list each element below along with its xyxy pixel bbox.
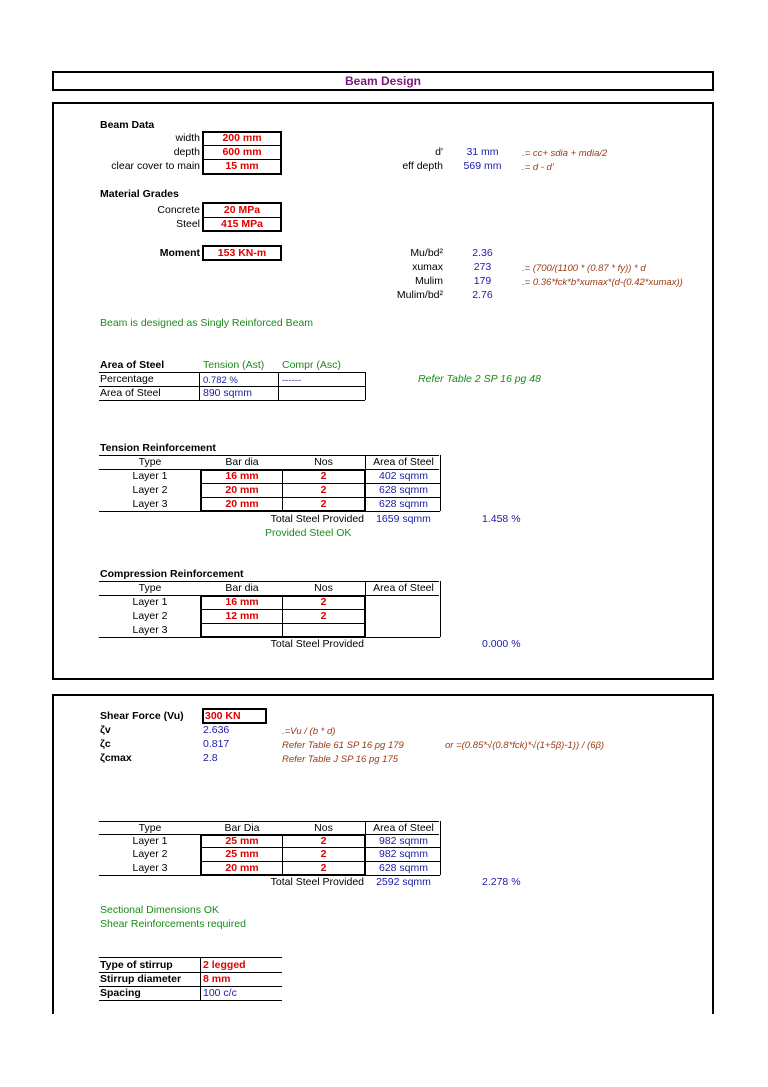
tension-l1-nos[interactable]: 2 [320, 470, 327, 482]
stirrup-type-label: Type of stirrup [100, 959, 173, 971]
shear-l3-dia[interactable]: 20 mm [225, 862, 259, 874]
tension-l3-nos[interactable]: 2 [320, 498, 327, 510]
d-prime-value: 31 mm [466, 146, 499, 158]
area-tension: 890 sqmm [203, 387, 253, 399]
shear-l3-nos[interactable]: 2 [320, 862, 327, 874]
tcmax-label: ζcmax [100, 752, 132, 764]
steel-input[interactable]: 415 MPa [220, 218, 264, 230]
moment-label: Moment [159, 247, 200, 259]
tension-header: Tension (Ast) [203, 359, 265, 371]
percentage-compr: ------ [282, 375, 301, 386]
table-row: Layer 2 [132, 848, 168, 860]
tension-l2-area: 628 sqmm [378, 484, 429, 496]
tension-total-label: Total Steel Provided [270, 513, 364, 525]
table-row: Layer 3 [132, 498, 168, 510]
compr-total-percent: 0.000 % [482, 638, 521, 650]
shear-l1-area: 982 sqmm [378, 835, 429, 847]
cover-input[interactable]: 15 mm [225, 160, 259, 172]
tension-col-type: Type [138, 456, 162, 468]
width-label: width [175, 132, 200, 144]
tension-col-area: Area of Steel [373, 456, 434, 468]
mu-bd2-value: 2.36 [472, 247, 493, 259]
shear-l2-area: 982 sqmm [378, 848, 429, 860]
shear-col-nos: Nos [314, 822, 333, 834]
tension-col-nos: Nos [314, 456, 333, 468]
mulim-label: Mulim [415, 275, 443, 287]
spacing-value: 100 c/c [203, 987, 237, 999]
xumax-value: 273 [473, 261, 492, 273]
xumax-label: xumax [412, 261, 443, 273]
d-prime-label: d' [435, 146, 443, 158]
tv-value: 2.636 [203, 724, 230, 736]
width-input[interactable]: 200 mm [222, 132, 262, 144]
vu-label: Shear Force (Vu) [100, 710, 184, 722]
tcmax-value: 2.8 [203, 752, 218, 764]
tension-total-percent: 1.458 % [482, 513, 521, 525]
table-row: Layer 3 [132, 624, 168, 636]
tc-reference: Refer Table 61 SP 16 pg 179 [282, 740, 404, 751]
tension-l3-area: 628 sqmm [378, 498, 429, 510]
concrete-input[interactable]: 20 MPa [223, 204, 261, 216]
compr-l1-nos[interactable]: 2 [320, 596, 327, 608]
material-heading: Material Grades [100, 188, 179, 200]
steel-label: Steel [176, 218, 200, 230]
mulim-value: 179 [473, 275, 492, 287]
mulim-bd2-label: Mulim/bd² [396, 289, 443, 301]
percentage-tension: 0.782 % [203, 375, 238, 386]
stirrup-dia-label: Stirrup diameter [100, 973, 182, 985]
stirrup-type-input[interactable]: 2 legged [203, 959, 246, 971]
compr-col-area: Area of Steel [373, 582, 434, 594]
table-row: Layer 1 [132, 470, 168, 482]
shear-l2-nos[interactable]: 2 [320, 848, 327, 860]
shear-col-dia: Bar Dia [224, 822, 260, 834]
tv-formula: .=Vu / (b * d) [282, 726, 336, 737]
tension-status: Provided Steel OK [265, 527, 352, 539]
shear-l1-nos[interactable]: 2 [320, 835, 327, 847]
stirrup-dia-input[interactable]: 8 mm [203, 973, 231, 985]
depth-input[interactable]: 600 mm [222, 146, 262, 158]
xumax-formula: .= (700/(1100 * (0.87 * fy)) * d [522, 263, 646, 274]
tension-l1-area: 402 sqmm [378, 470, 429, 482]
tension-l2-dia[interactable]: 20 mm [225, 484, 259, 496]
spacing-label: Spacing [100, 987, 141, 999]
depth-label: depth [173, 146, 200, 158]
cover-label: clear cover to main [111, 160, 200, 172]
eff-depth-value: 569 mm [463, 160, 502, 172]
tc-label: ζc [100, 738, 111, 750]
shear-l1-dia[interactable]: 25 mm [225, 835, 259, 847]
tv-label: ζv [100, 724, 111, 736]
shear-total-percent: 2.278 % [482, 876, 521, 888]
tension-total-value: 1659 sqmm [376, 513, 431, 525]
tension-col-dia: Bar dia [225, 456, 259, 468]
table-row: Layer 3 [132, 862, 168, 874]
design-result: Beam is designed as Singly Reinforced Beam [100, 317, 314, 329]
shear-status-2: Shear Reinforcements required [100, 918, 246, 930]
table-row: Layer 2 [132, 484, 168, 496]
mu-bd2-label: Mu/bd² [410, 247, 443, 259]
eff-depth-formula: .= d - d' [522, 162, 554, 173]
moment-input[interactable]: 153 KN-m [217, 247, 267, 259]
table-row: Layer 1 [132, 835, 168, 847]
compr-l2-dia[interactable]: 12 mm [225, 610, 259, 622]
shear-total-label: Total Steel Provided [270, 876, 364, 888]
eff-depth-label: eff depth [402, 160, 443, 172]
beam-data-heading: Beam Data [100, 119, 155, 131]
tension-l2-nos[interactable]: 2 [320, 484, 327, 496]
concrete-label: Concrete [157, 204, 200, 216]
compr-total-label: Total Steel Provided [270, 638, 364, 650]
mulim-bd2-value: 2.76 [472, 289, 493, 301]
tension-heading: Tension Reinforcement [100, 442, 216, 454]
table-row: Layer 1 [132, 596, 168, 608]
compr-col-nos: Nos [314, 582, 333, 594]
tc-alt-formula: or =(0.85*√(0.8*fck)*√(1+5β)-1)) / (6β) [445, 740, 605, 751]
compr-l2-nos[interactable]: 2 [320, 610, 327, 622]
tension-l1-dia[interactable]: 16 mm [225, 470, 259, 482]
area-label: Area of Steel [100, 387, 161, 399]
shear-l3-area: 628 sqmm [378, 862, 429, 874]
compr-header: Compr (Asc) [282, 359, 341, 371]
shear-total-value: 2592 sqmm [376, 876, 431, 888]
table-row: Layer 2 [132, 610, 168, 622]
d-prime-formula: .= cc+ sdia + mdia/2 [522, 148, 608, 159]
area-of-steel-heading: Area of Steel [100, 359, 165, 371]
tcmax-reference: Refer Table J SP 16 pg 175 [282, 754, 399, 765]
mulim-formula: .= 0.36*fck*b*xumax*(d-(0.42*xumax)) [522, 277, 683, 288]
compression-heading: Compression Reinforcement [100, 568, 244, 580]
page-title: Beam Design [344, 74, 422, 88]
shear-l2-dia[interactable]: 25 mm [225, 848, 259, 860]
shear-status-1: Sectional Dimensions OK [100, 904, 220, 916]
compr-l1-dia[interactable]: 16 mm [225, 596, 259, 608]
compr-col-dia: Bar dia [225, 582, 259, 594]
vu-input[interactable]: 300 KN [205, 710, 241, 722]
shear-col-area: Area of Steel [373, 822, 434, 834]
area-of-steel-reference: Refer Table 2 SP 16 pg 48 [418, 373, 541, 385]
shear-col-type: Type [138, 822, 162, 834]
percentage-label: Percentage [100, 373, 154, 385]
compr-col-type: Type [138, 582, 162, 594]
tension-l3-dia[interactable]: 20 mm [225, 498, 259, 510]
tc-value: 0.817 [203, 738, 230, 750]
